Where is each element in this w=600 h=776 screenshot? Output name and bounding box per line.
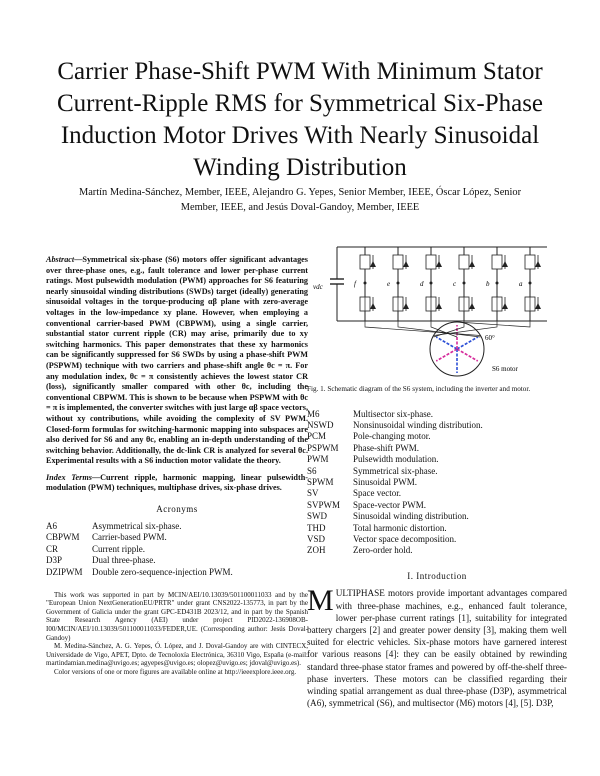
acronym-key: SV <box>307 488 319 499</box>
acronym-definition: Space-vector PWM. <box>353 499 426 510</box>
acronym-row <box>307 511 567 522</box>
acronym-key: DZIPWM <box>46 567 83 578</box>
abstract-label: Abstract <box>46 255 75 264</box>
inverter-motor-schematic <box>307 237 567 380</box>
motor-label: S6 motor <box>492 365 518 373</box>
introduction-text: ULTIPHASE motors provide important advantages compared with three-phase machines, e.g., enhanced fault tolerance, lower per-phase current ratings [1], suitability for integrated battery chargers [2] and greater power density [3], making them well suited for electric vehicles. Six-phase motors have garnered interest for various reasons [4]: they can be easily obtained by rewinding standard three-phase stator frames and powered by off-the-shelf three-phase inverters. These motors can be classified regarding their winding spatial arrangement as dual three-phase (D3P), asymmetrical (A6), symmetrical (S6), and multisector (M6) motors [4], [5]. D3P, <box>307 588 567 709</box>
acronym-key: PSPWM <box>307 442 339 453</box>
acronym-definition: Space vector. <box>353 488 401 499</box>
acronym-key: PWM <box>307 454 329 465</box>
acronym-definition: Double zero-sequence-injection PWM. <box>92 567 233 578</box>
acronym-definition: Symmetrical six-phase. <box>353 465 438 476</box>
acronym-row <box>307 545 567 556</box>
acronym-key: VSD <box>307 534 326 545</box>
phase-label: e <box>387 280 391 288</box>
acronym-row <box>46 532 308 544</box>
vdc-label: vdc <box>313 283 323 291</box>
introduction-heading: I. Introduction <box>407 570 467 581</box>
acronym-key: ZOH <box>307 545 326 556</box>
index-terms-label: Index Terms <box>46 472 92 482</box>
acronym-row <box>307 454 567 465</box>
phase-label: c <box>453 280 457 288</box>
left-column <box>46 255 308 677</box>
right-column <box>307 237 567 710</box>
acronym-definition: Carrier-based PWM. <box>92 532 167 543</box>
acronym-row <box>307 409 567 420</box>
acronym-key: A6 <box>46 520 57 531</box>
winding-phase <box>436 349 457 361</box>
acronym-definition: Dual three-phase. <box>92 555 156 566</box>
index-terms-text: —Current ripple, harmonic mapping, linear pulsewidth-modulation (PWM) techniques, multiphase drives, six-phase drives. <box>46 472 308 493</box>
acronym-row <box>46 567 308 579</box>
acronym-definition: Nonsinusoidal winding distribution. <box>353 420 483 430</box>
acronym-definition: Pulsewidth modulation. <box>353 454 439 465</box>
acronym-definition: Sinusoidal PWM. <box>353 477 418 488</box>
acronym-key: SWD <box>307 511 327 522</box>
abstract <box>46 255 308 467</box>
paper-title: Carrier Phase-Shift PWM With Minimum Stator Current-Ripple RMS for Symmetrical Six-Phase Induction Motor Drives With Nearly Sinusoidal Winding Distribution <box>56 58 544 181</box>
acronym-definition: Current ripple. <box>92 543 145 554</box>
introduction-paragraph <box>307 584 567 709</box>
acronym-key: S6 <box>307 465 317 476</box>
acronym-row <box>46 544 308 556</box>
acronym-key: CR <box>46 543 59 554</box>
acronym-definition: Multisector six-phase. <box>353 408 433 419</box>
phase-label: d <box>420 280 424 288</box>
acronym-row <box>307 466 567 477</box>
acronym-definition: Sinusoidal winding distribution. <box>353 511 469 522</box>
phase-label: f <box>354 280 356 288</box>
footnote-affiliation: M. Medina-Sánchez, A. G. Yepes, Ó. López, and J. Doval-Gandoy are with CINTECX, Universidade de Vigo, APET, Dpto. de Tecnoloxía Electrónica, 36310 Vigo, España (e-mail: martindamian.medina@uvigo.es; agyepes@uvigo.es; olopez@uvigo.es; jdoval@uvigo.es). <box>46 642 308 668</box>
authors-line-2: Member, IEEE, and Jesús Doval-Gandoy, Member, IEEE <box>180 202 420 213</box>
acronym-key: CBPWM <box>46 532 80 543</box>
acronyms-heading: Acronyms <box>156 504 198 515</box>
angle-label: 60° <box>485 334 495 342</box>
figure-caption: Fig. 1. Schematic diagram of the S6 system, including the inverter and motor. <box>307 385 531 393</box>
acronym-row <box>307 488 567 499</box>
acronym-definition: Vector space decomposition. <box>353 534 457 545</box>
acronym-row <box>307 500 567 511</box>
acronyms-list-right <box>307 409 567 557</box>
footnote-color: Color versions of one or more figures are available online at http://ieeexplore.ieee.org. <box>54 667 297 676</box>
acronym-definition: Phase-shift PWM. <box>353 442 419 453</box>
acronym-key: SVPWM <box>307 499 341 510</box>
abstract-text: —Symmetrical six-phase (S6) motors offer significant advantages over three-phase ones, e.g., fault tolerance and lower per-phase current ratings. Most pulsewidth modulation (PWM) approaches for S6 featuring nearly sinusoidal winding distributions (SWDs) target (ideally) generating sinusoidal voltages in the torque-producing αβ plane with zero-average voltages in the low-impedance xy plane. However, when employing a conventional carrier-based PWM (CBPWM), using a single carrier, substantial stator current ripple (CR) may arise, primarily due to xy switching harmonics. This paper demonstrates that these xy harmonics can be significantly suppressed for S6 SWDs by using a phase-shift PWM (PSPWM) technique with two carriers and phase-shift angle θc = π. For any modulation index, θc = π consistently achieves the lowest stator CR (loss), significantly smaller compared with other θc, including the conventional CBPWM. This is shown to be because when PSPWM with θc = π is implemented, the converter switches with just large αβ space vectors, without xy contributions, while avoiding the complexity of SV PWM. Closed-form formulas for switching-harmonic mapping into subspaces are also derived for S6 and any θc, enabling an in-depth understanding of the switching behavior. Additionally, the dc-link CR is analyzed for several θc. Experimental results with a S6 induction motor validate the theory. <box>46 255 308 466</box>
acronym-key: SPWM <box>307 477 334 488</box>
inverter-legs <box>354 247 541 321</box>
acronym-definition: Asymmetrical six-phase. <box>92 520 182 531</box>
acronym-row <box>307 477 567 488</box>
winding-phase <box>457 349 478 361</box>
acronym-row <box>307 431 567 442</box>
acronym-key: D3P <box>46 555 63 566</box>
footnotes <box>46 591 308 677</box>
footnote-funding: This work was supported in part by MCIN/AEI/10.13039/501100011033 and by the "European Union NextGenerationEU/PRTR" under grant CNS2022-135773, in part by the Government of Galicia under the grant GPC-ED431B 2023/12, and in part by the Spanish State Research Agency (AEI) under project PID2022-136908OB-I00/MCIN/AEI/10.13039/501100011033/FEDER,UE. (Corresponding author: Jesús Doval-Gandoy) <box>46 590 308 642</box>
acronym-row <box>307 443 567 454</box>
motor-windings <box>365 283 530 373</box>
phase-label: a <box>519 280 523 288</box>
authors-line-1: Martín Medina-Sánchez, Member, IEEE, Alejandro G. Yepes, Senior Member, IEEE, Óscar López, Senior <box>78 187 522 198</box>
acronym-key: PCM <box>307 431 327 442</box>
acronyms-list-left <box>46 521 308 579</box>
winding-phase <box>436 337 457 349</box>
acronym-key: NSWD <box>307 420 334 430</box>
acronym-row <box>307 420 567 431</box>
acronym-key: THD <box>307 522 326 533</box>
index-terms <box>46 473 308 494</box>
author-list <box>40 185 560 215</box>
acronym-definition: Total harmonic distortion. <box>353 522 447 533</box>
acronym-row <box>46 521 308 533</box>
acronym-definition: Pole-changing motor. <box>353 431 431 442</box>
drop-cap: M <box>307 584 334 618</box>
acronym-key: M6 <box>307 408 320 419</box>
acronym-row <box>307 523 567 534</box>
winding-phase <box>457 337 478 349</box>
figure-1 <box>307 237 567 380</box>
acronym-row <box>46 555 308 567</box>
acronym-row <box>307 534 567 545</box>
acronym-definition: Zero-order hold. <box>353 545 413 556</box>
phase-label: b <box>486 280 490 288</box>
